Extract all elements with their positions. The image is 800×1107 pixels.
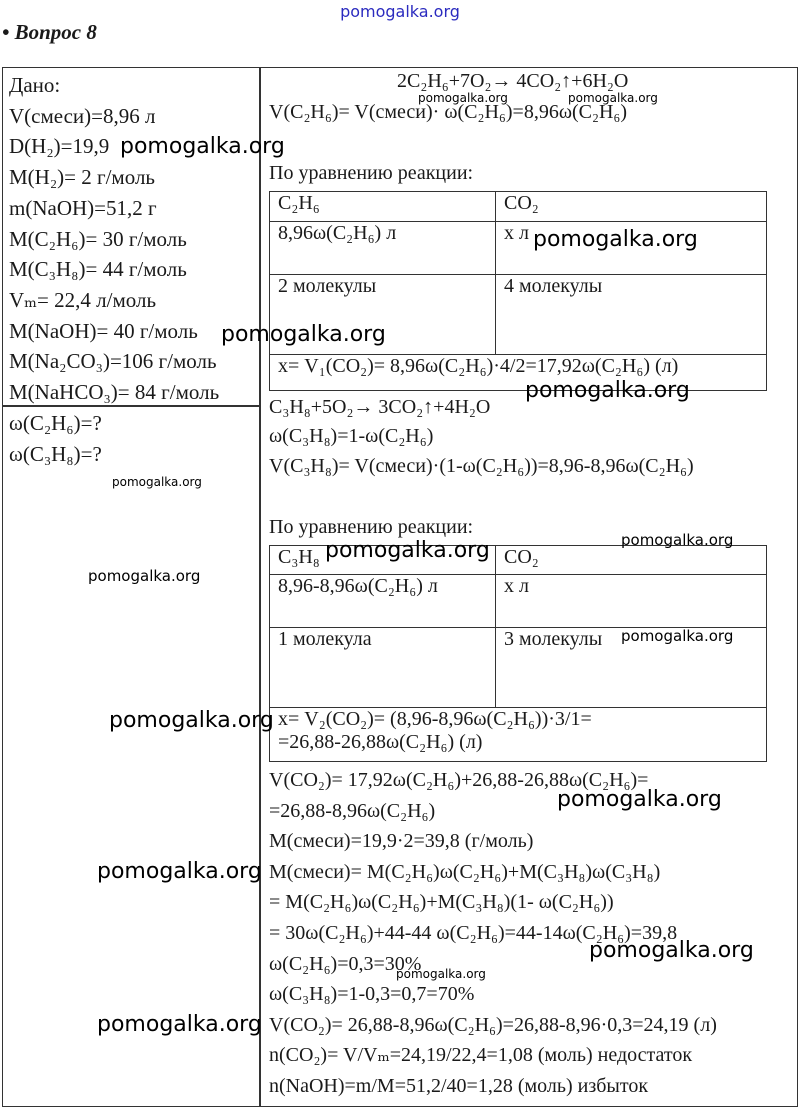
watermark: pomogalka.org (589, 938, 754, 963)
table-result-line: =26,88-26,88ω(C₂H₆) (л) (278, 731, 483, 753)
watermark: pomogalka.org (621, 531, 734, 549)
calc-line: n(NaOH)=m/M=51,2/40=1,28 (моль) избыток (269, 1074, 649, 1097)
by-equation-label: По уравнению реакции: (269, 162, 474, 184)
table-result (270, 708, 767, 762)
watermark: pomogalka.org (112, 475, 202, 489)
watermark: pomogalka.org (109, 708, 274, 733)
reaction-ethane: 2C₂H₆+7O₂→ 4CO₂↑+6H₂O (397, 70, 629, 92)
table-result: х= V₁(CO₂)= 8,96ω(C₂H₆)·4/2=17,92ω(C₂H₆) (л) (270, 355, 767, 391)
find-line: ω(C₃H₈)=? (9, 441, 102, 466)
calc-line: ω(C₃H₈)=1-0,3=0,7=70% (269, 983, 475, 1006)
table-cell: CO₂ (496, 546, 767, 575)
given-title: Дано: (9, 73, 61, 97)
watermark: pomogalka.org (97, 859, 262, 884)
calc-line: ω(C₂H₆)=0,3=30% (269, 952, 422, 975)
table-cell: 2 молекулы (270, 275, 496, 355)
calc-line: n(CO₂)= V/Vₘ=24,19/22,4=1,08 (моль) недостаток (269, 1044, 693, 1067)
watermark: pomogalka.org (88, 567, 201, 585)
watermark: pomogalka.org (557, 787, 722, 812)
volume-ethane: V(C₂H₆)= V(смеси)· ω(C₂H₆)=8,96ω(C₂H₆) (269, 101, 628, 123)
find-block (9, 408, 102, 469)
given-line: M(Na₂CO₃)=106 г/моль (9, 349, 217, 374)
watermark: pomogalka.org (621, 627, 734, 645)
table-cell: х л (496, 222, 767, 275)
calculation-block (269, 765, 717, 1102)
given-line: Vₘ= 22,4 л/моль (9, 287, 157, 312)
table-cell: CO₂ (496, 192, 767, 222)
table-cell: 3 молекулы (496, 628, 767, 708)
watermark: pomogalka.org (120, 134, 285, 159)
watermark: pomogalka.org (396, 967, 486, 981)
table-cell: 4 молекулы (496, 275, 767, 355)
watermark: pomogalka.org (525, 378, 690, 403)
given-line: M(NaHCO₃)= 84 г/моль (9, 380, 220, 405)
find-line: ω(C₂H₆)=? (9, 411, 102, 435)
table-cell: 1 молекула (270, 628, 496, 708)
ratio-table-propane (269, 545, 767, 762)
watermark: pomogalka.org (325, 538, 490, 563)
table-cell: C₂H₆ (270, 192, 496, 222)
by-equation-label: По уравнению реакции: (269, 516, 474, 538)
table-cell: х л (496, 575, 767, 628)
question-heading: • Вопрос 8 (2, 20, 97, 44)
calc-line: = M(C₂H₆)ω(C₂H₆)+M(C₃H₈)(1- ω(C₂H₆)) (269, 891, 614, 914)
given-line: M(C₃H₈)= 44 г/моль (9, 257, 187, 282)
given-line: M(C₂H₆)= 30 г/моль (9, 226, 187, 251)
reaction-propane: C₃H₈+5O₂→ 3CO₂↑+4H₂O (269, 396, 491, 418)
calc-line: M(смеси)= M(C₂H₆)ω(C₂H₆)+M(C₃H₈)ω(C₃H₈) (269, 860, 661, 883)
calc-line: = 30ω(C₂H₆)+44-44 ω(C₂H₆)=44-14ω(C₂H₆)=39,8 (269, 921, 678, 944)
given-line: m(NaOH)=51,2 г (9, 195, 157, 220)
fraction-propane: ω(C₃H₈)=1-ω(C₂H₆) (269, 425, 434, 447)
given-line: D(H₂)=19,9 (9, 134, 110, 159)
column-divider (259, 67, 261, 1107)
table-cell: 8,96-8,96ω(C₂H₆) л (270, 575, 496, 628)
table-cell: C₃H₈ (270, 546, 496, 575)
watermark: pomogalka.org (221, 322, 386, 347)
watermark: pomogalka.org (533, 227, 698, 252)
watermark: pomogalka.org (97, 1012, 262, 1037)
site-link-header[interactable]: pomogalka.org (340, 2, 460, 21)
calc-line: V(CO₂)= 26,88-8,96ω(C₂H₆)=26,88-8,96·0,3=24,19 (л) (269, 1013, 717, 1036)
watermark: pomogalka.org (568, 91, 658, 105)
table-result-line: х= V₂(CO₂)= (8,96-8,96ω(C₂H₆))·3/1= (278, 708, 592, 730)
calc-line: M(смеси)=19,9·2=39,8 (г/моль) (269, 830, 534, 853)
given-line: V(смеси)=8,96 л (9, 103, 156, 128)
table-cell: 8,96ω(C₂H₆) л (270, 222, 496, 275)
volume-propane: V(C₃H₈)= V(смеси)·(1-ω(C₂H₆))=8,96-8,96ω(C₂H₆) (269, 455, 694, 477)
calc-line: =26,88-8,96ω(C₂H₆) (269, 799, 436, 822)
given-line: M(NaOH)= 40 г/моль (9, 318, 198, 343)
given-line: M(H₂)= 2 г/моль (9, 165, 156, 190)
ratio-table-ethane (269, 191, 767, 391)
given-block (9, 70, 219, 408)
watermark: pomogalka.org (418, 91, 508, 105)
calc-line: V(CO₂)= 17,92ω(C₂H₆)+26,88-26,88ω(C₂H₆)= (269, 769, 649, 791)
